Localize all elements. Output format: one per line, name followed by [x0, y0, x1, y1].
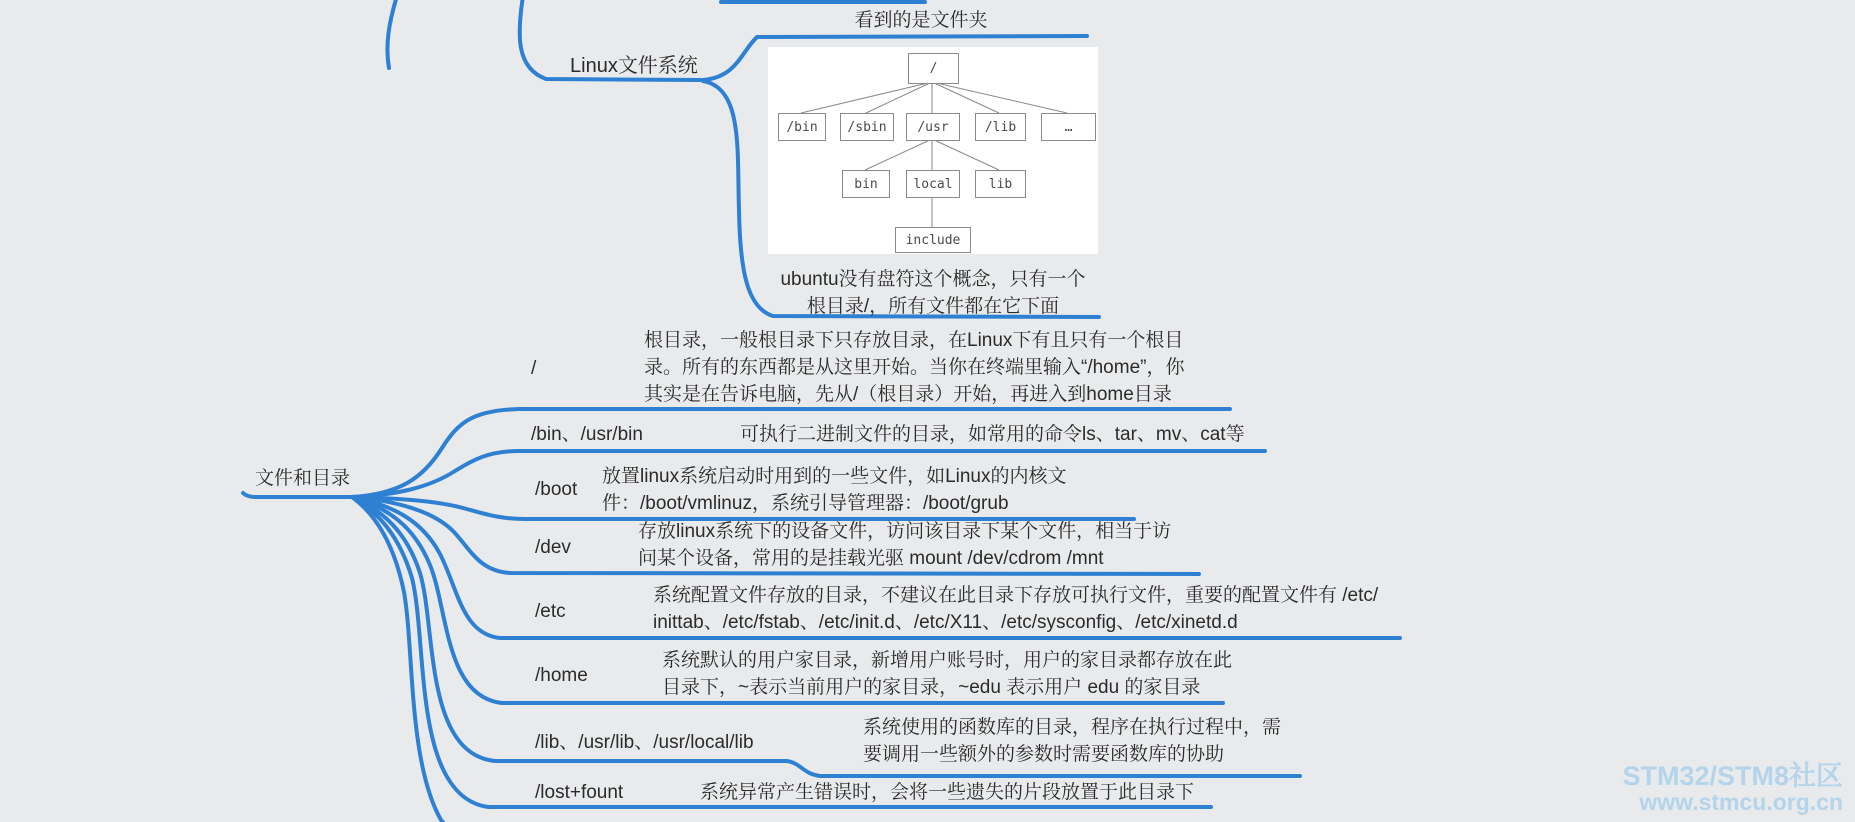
- watermark-title: STM32/STM8社区: [1622, 760, 1843, 791]
- dir-desc-line: 可执行二进制文件的目录，如常用的命令ls、tar、mv、cat等: [740, 424, 1245, 445]
- ubuntu-note-line2: 根目录/，所有文件都在它下面: [806, 296, 1060, 317]
- dir-desc-line: 系统配置文件存放的目录，不建议在此目录下存放可执行文件，重要的配置文件有 /etc/: [653, 585, 1379, 606]
- dir-label[interactable]: /lost+fount: [535, 782, 624, 803]
- topic-ubuntu-note[interactable]: [768, 266, 1098, 320]
- dir-desc-line: 存放linux系统下的设备文件，访问该目录下某个文件，相当于访: [638, 521, 1172, 542]
- tree-node-include: include: [895, 227, 971, 253]
- tree-node-usr: /usr: [906, 113, 960, 141]
- tree-node-usr-lib: lib: [975, 170, 1026, 198]
- topic-files-and-directories[interactable]: 文件和目录: [255, 468, 351, 489]
- dir-label[interactable]: /home: [535, 665, 588, 686]
- dir-label[interactable]: /bin、/usr/bin: [531, 424, 643, 445]
- tree-node-usr-local: local: [906, 170, 960, 198]
- dir-desc-line: 系统默认的用户家目录，新增用户账号时，用户的家目录都存放在此: [662, 650, 1233, 671]
- dir-desc-line: 系统异常产生错误时，会将一些遗失的片段放置于此目录下: [700, 782, 1195, 803]
- tree-node-bin: /bin: [778, 113, 826, 141]
- tree-node-sbin: /sbin: [840, 113, 894, 141]
- dir-desc-line: 目录下，~表示当前用户的家目录，~edu 表示用户 edu 的家目录: [662, 677, 1201, 698]
- dir-label[interactable]: /etc: [535, 601, 566, 622]
- dir-label[interactable]: /boot: [535, 479, 578, 500]
- dir-desc-line: 录。所有的东西都是从这里开始。当你在终端里输入“/home”，你: [644, 357, 1185, 378]
- ubuntu-note-line1: ubuntu没有盘符这个概念，只有一个: [780, 269, 1086, 290]
- watermark-url: www.stmcu.org.cn: [1639, 788, 1843, 815]
- dir-label[interactable]: /lib、/usr/lib、/usr/local/lib: [535, 732, 754, 753]
- dir-desc-line: 其实是在告诉电脑，先从/（根目录）开始，再进入到home目录: [644, 384, 1172, 405]
- dir-label[interactable]: /dev: [535, 537, 571, 558]
- filesystem-tree-image: [768, 47, 1098, 254]
- dir-label[interactable]: /: [531, 358, 537, 379]
- tree-node-root: /: [908, 53, 959, 84]
- topic-linux-filesystem[interactable]: Linux文件系统: [570, 55, 698, 77]
- watermark: [1622, 762, 1843, 814]
- tree-node-usr-bin: bin: [842, 170, 890, 198]
- tree-node-lib: /lib: [975, 113, 1026, 141]
- dir-desc-line: 问某个设备，常用的是挂载光驱 mount /dev/cdrom /mnt: [638, 548, 1104, 569]
- dir-desc-line: 系统使用的函数库的目录，程序在执行过程中，需: [863, 717, 1282, 738]
- dir-desc-line: inittab、/etc/fstab、/etc/init.d、/etc/X11、/etc/sysconfig、/etc/xinetd.d: [653, 612, 1238, 633]
- dir-desc-line: 件：/boot/vmlinuz，系统引导管理器：/boot/grub: [602, 493, 1009, 514]
- dir-desc-line: 要调用一些额外的参数时需要函数库的协助: [863, 744, 1225, 765]
- dir-desc-line: 放置linux系统启动时用到的一些文件，如Linux的内核文: [602, 466, 1067, 487]
- dir-desc-line: 根目录，一般根目录下只存放目录，在Linux下有且只有一个根目: [644, 330, 1184, 351]
- tree-node-more: …: [1041, 113, 1096, 141]
- topic-folders-note[interactable]: 看到的是文件夹: [854, 10, 988, 31]
